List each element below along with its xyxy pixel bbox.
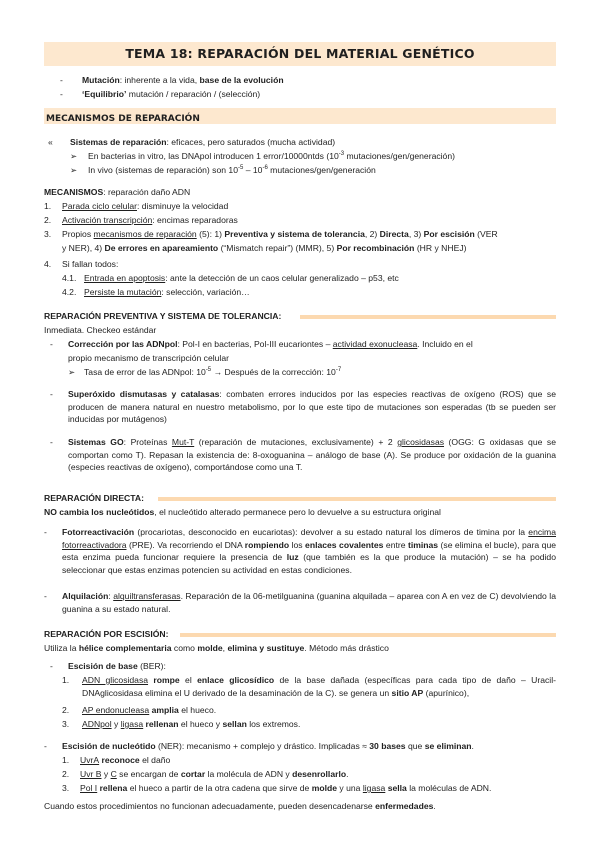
ber-step-3: ADNpol y ligasa rellenan el hueco y sellan los extremos. — [82, 719, 301, 729]
dash-marker: - — [60, 75, 63, 85]
arrow-marker: ➢ — [68, 367, 76, 377]
sistemas-reparacion: Sistemas de reparación: eficaces, pero saturados (mucha actividad) — [70, 137, 336, 147]
section-heading-escision: REPARACIÓN POR ESCISIÓN: — [44, 629, 169, 639]
dash-marker: - — [44, 527, 47, 537]
sistemas-go: Sistemas GO: Proteínas Mut-T (reparación de mutaciones, exclusivamente) + 2 glicosidasas (OGG: G oxidasas que se comportan como T). Repasan la existencia de: 8-oxoguanina – análogo de base (A). Se produce por oxidación de la guanina (especies reactivas de oxígeno), comportándose como una T. — [68, 437, 557, 472]
list-number: 1. — [62, 675, 70, 685]
list-number: 1. — [44, 201, 52, 211]
list-number: 4.2. — [62, 287, 77, 297]
page-title: TEMA 18: REPARACIÓN DEL MATERIAL GENÉTICO — [125, 46, 475, 61]
mecanismo-item-4-2: Persiste la mutación: selección, variación… — [84, 287, 250, 297]
intro-mutacion: Mutación: inherente a la vida, base de la evolución — [82, 75, 284, 85]
mecanismos-list-title: MECANISMOS: reparación daño ADN — [44, 187, 191, 197]
ner-step-1: UvrA reconoce el daño — [80, 755, 171, 765]
section-heading-directa: REPARACIÓN DIRECTA: — [44, 493, 144, 503]
list-number: 2. — [44, 215, 52, 225]
escision-base: Escisión de base (BER): — [68, 661, 166, 671]
ner-step-2: Uvr B y C se encargan de cortar la molécula de ADN y desenrollarlo. — [80, 769, 349, 779]
closing-note: Cuando estos procedimientos no funcionan adecuadamente, pueden desencadenarse enfermedades. — [44, 801, 436, 811]
page-title-bar — [44, 42, 556, 66]
bacterias-line: En bacterias in vitro, las DNApol introducen 1 error/10000ntds ($10^{-3}$ mutaciones/gen/generación) — [88, 151, 455, 161]
list-number: 3. — [44, 229, 52, 239]
list-number: 4.1. — [62, 273, 77, 283]
list-number: 3. — [62, 719, 70, 729]
heading-highlight — [158, 497, 556, 501]
ner-step-3: Pol I rellena el hueco a partir de la otra cadena que sirve de molde y una ligasa sella la moléculas de ADN. — [80, 783, 492, 793]
preventiva-intro: Inmediata. Checkeo estándar — [44, 325, 157, 335]
ber-step-1: ADN glicosidasa rompe el enlace glicosídico de la base dañada (específicas para cada tipo de daño – Uracil-DNAglicosidasa elimina el U derivado de la desaminación de la C). se genera un sitio AP (apurínico), — [82, 675, 556, 698]
mecanismo-item-3: Propios mecanismos de reparación (5): 1) Preventiva y sistema de tolerancia, 2) Directa, 3) Por escisión (VER — [62, 229, 498, 239]
dash-marker: - — [50, 339, 53, 349]
mecanismo-item-3-cont: y NER), 4) De errores en apareamiento (“Mismatch repair”) (MMR), 5) Por recombinación (HR y NHEJ) — [62, 243, 467, 253]
dash-marker: - — [60, 89, 63, 99]
arrow-marker: ➢ — [70, 151, 78, 161]
fotorreactivacion: Fotorreactivación (procariotas, desconocido en eucariotas): devolver a su estado natural los dímeros de timina por la encima fotorreactivadora (PRE). Va recorriendo el DNA rompiendo los enlaces covalentes entre timinas (se elimina el bucle), para que esta enzima pueda funcionar requiere la presencia de luz (que también es la que produce la mutación) – se ha podido seleccionar que estas enzimas potencien su actividad en estas condiciones. — [62, 527, 557, 575]
escision-nucleotido: Escisión de nucleótido (NER): mecanismo + complejo y drástico. Implicadas ≈ 30 bases que se eliminan. — [62, 741, 474, 751]
mecanismo-item-2: Activación transcripción: encimas reparadoras — [62, 215, 238, 225]
dash-marker: - — [44, 591, 47, 601]
mecanismo-item-4-1: Entrada en apoptosis: ante la detección de un caos celular generalizado – p53, etc — [84, 273, 399, 283]
invivo-line: In vivo (sistemas de reparación) son $10^{-5} - 10^{-6}$ mutaciones/gen/generación — [88, 165, 376, 175]
ber-step-2: AP endonucleasa amplia el hueco. — [82, 705, 217, 715]
list-number: 4. — [44, 259, 52, 269]
tasa-error: Tasa de error de las ADNpol: $10^{-5}$ → Después de la corrección: $10^{-7}$ — [84, 367, 342, 377]
dash-marker: - — [50, 437, 53, 447]
correccion-adnpol-cont: propio mecanismo de transcripción celular — [68, 353, 229, 363]
dash-marker: - — [44, 741, 47, 751]
heading-highlight — [300, 315, 556, 319]
escision-intro: Utiliza la hélice complementaria como molde, elimina y sustituye. Método más drástico — [44, 643, 389, 653]
section-heading-mecanismos: MECANISMOS DE REPARACIÓN — [44, 108, 556, 124]
list-number: 2. — [62, 769, 70, 779]
arrow-marker: ➢ — [70, 165, 78, 175]
directa-intro: NO cambia los nucleótidos, el nucleótido alterado permanece pero lo devuelve a su estructura original — [44, 507, 441, 517]
section-heading-preventiva: REPARACIÓN PREVENTIVA Y SISTEMA DE TOLERANCIA: — [44, 311, 282, 321]
quote-marker: « — [48, 137, 53, 147]
heading-highlight — [180, 633, 556, 637]
dash-marker: - — [50, 661, 53, 671]
mecanismo-item-1: Parada ciclo celular: disminuye la velocidad — [62, 201, 229, 211]
dash-marker: - — [50, 389, 53, 399]
correccion-adnpol: Corrección por las ADNpol: Pol-I en bacterias, Pol-III eucariontes – actividad exonucleasa. Incluido en el — [68, 339, 473, 349]
intro-equilibrio: ‘Equilibrio’ mutación / reparación / (selección) — [82, 89, 261, 99]
list-number: 1. — [62, 755, 70, 765]
list-number: 3. — [62, 783, 70, 793]
mecanismo-item-4: Si fallan todos: — [62, 259, 119, 269]
superoxido-dismutasas: Superóxido dismutasas y catalasas: combaten errores inducidos por las especies reactivas de oxígeno (ROS) que se producen de manera natural en nuestro metabolismo, por lo que este tipo de mutaciones son esperadas (tb se pueden ser inducidas por mutágenos) — [68, 389, 556, 424]
alquilacion: Alquilación: alquiltransferasas. Reparación de la 06-metilguanina (guanina alquilada – aparea con A en vez de C) devolviendo la guanina a su estado natural. — [62, 591, 556, 614]
list-number: 2. — [62, 705, 70, 715]
